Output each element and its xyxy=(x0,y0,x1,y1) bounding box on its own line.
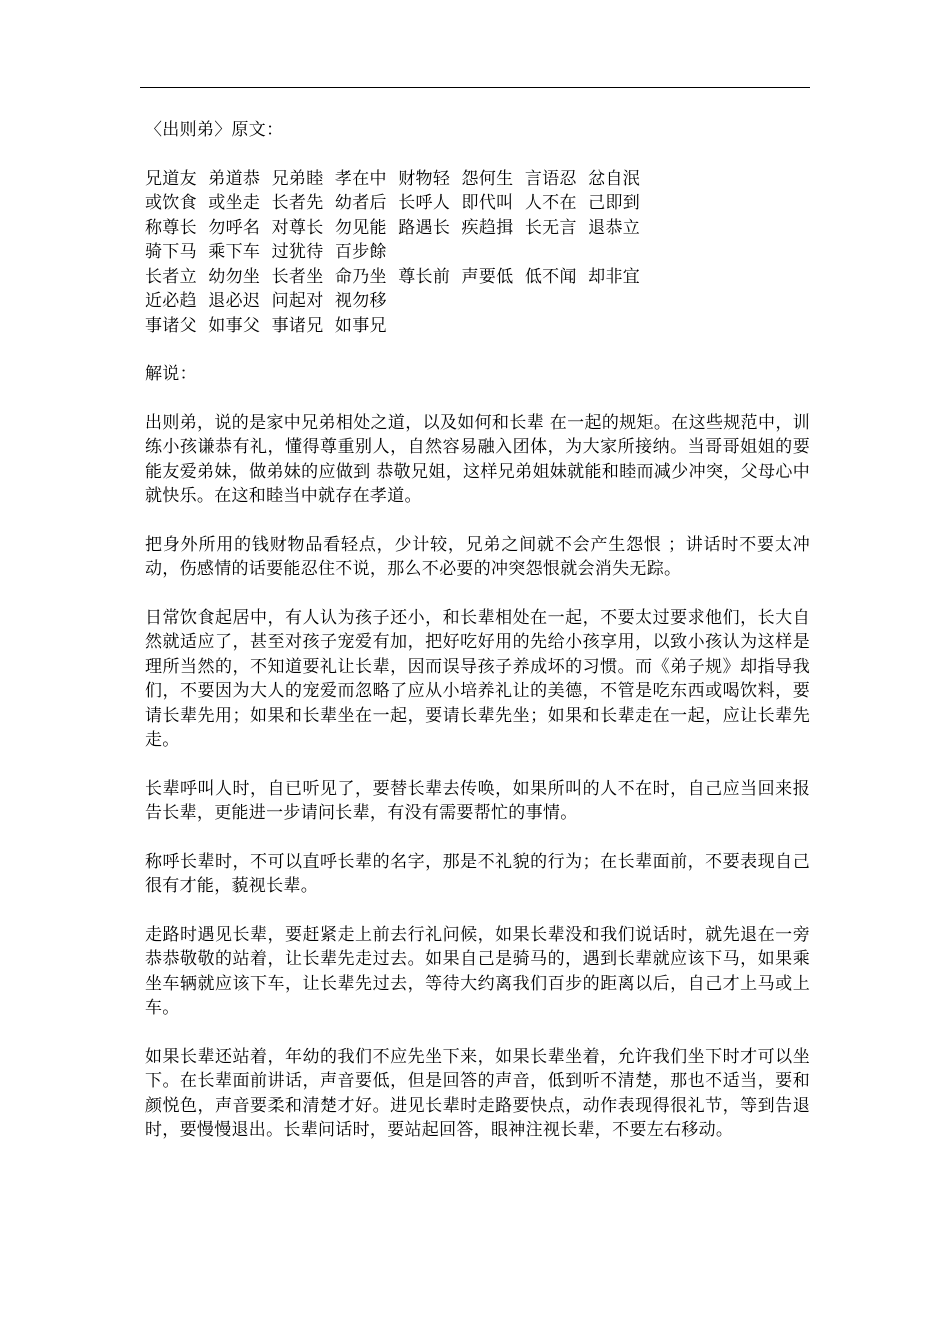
document-body xyxy=(145,118,810,1167)
original-text-heading: 〈出则弟〉原文： xyxy=(145,120,284,140)
verse-line: 事诸父 如事父 事诸兄 如事兄 xyxy=(145,315,387,336)
verse-line: 兄道友 弟道恭 兄弟睦 孝在中 财物轻 怨何生 言语忍 忿自泯 xyxy=(145,168,641,189)
explanation-paragraph: 出则弟，说的是家中兄弟相处之道，以及如何和长辈 在一起的规矩。在这些规范中，训练小孩谦恭有礼，懂得尊重别人，自然容易融入团体，为大家所接纳。当哥哥姐姐的要能友爱弟妹，做弟妹的应做到 恭敬兄姐，这样兄弟姐妹就能和睦而减少冲突，父母心中就快乐。在这和睦当中就存在孝道。 xyxy=(145,412,810,506)
verse-line: 骑下马 乘下车 过犹待 百步餘 xyxy=(145,242,387,262)
explanation-paragraph: 称呼长辈时，不可以直呼长辈的名字，那是不礼貌的行为；在长辈面前，不要表现自己很有才能，藐视长辈。 xyxy=(145,851,810,896)
verse-line: 称尊长 勿呼名 对尊长 勿见能 路遇长 疾趋揖 长无言 退恭立 xyxy=(145,217,641,238)
explanation-paragraph: 日常饮食起居中，有人认为孩子还小，和长辈相处在一起，不要太过要求他们，长大自然就适应了，甚至对孩子宠爱有加，把好吃好用的先给小孩享用，以致小孩认为这样是理所当然的，不知道要礼让长辈，因而误导孩子养成坏的习惯。而《弟子规》却指导我们，不要因为大人的宠爱而忽略了应从小培养礼让的美德，不管是吃东西或喝饮料，要请长辈先用；如果和长辈坐在一起，要请长辈先坐；如果和长辈走在一起，应让长辈先走。 xyxy=(145,607,810,750)
header-rule xyxy=(140,87,810,88)
explanation-paragraph: 走路时遇见长辈，要赶紧走上前去行礼问候，如果长辈没和我们说话时，就先退在一旁恭恭敬敬的站着，让长辈先走过去。如果自己是骑马的，遇到长辈就应该下马，如果乘坐车辆就应该下车，让长辈先过去，等待大约离我们百步的距离以后，自己才上马或上车。 xyxy=(145,924,810,1018)
verse-line: 长者立 幼勿坐 长者坐 命乃坐 尊长前 声要低 低不闻 却非宜 xyxy=(145,266,641,287)
explanation-heading: 解说： xyxy=(145,364,197,384)
explanation-paragraph: 把身外所用的钱财物品看轻点，少计较，兄弟之间就不会产生怨恨 ；讲话时不要太冲动，伤感情的话要能忍住不说，那么不必要的冲突怨恨就会消失无踪。 xyxy=(145,534,810,579)
explanation-paragraph: 如果长辈还站着，年幼的我们不应先坐下来，如果长辈坐着，允许我们坐下时才可以坐下。在长辈面前讲话，声音要低，但是回答的声音，低到听不清楚，那也不适当，要和颜悦色，声音要柔和清楚才好。进见长辈时走路要快点，动作表现得很礼节，等到告退时，要慢慢退出。长辈问话时，要站起回答，眼神注视长辈，不要左右移动。 xyxy=(145,1046,810,1140)
verse-line: 近必趋 退必迟 问起对 视勿移 xyxy=(145,291,387,311)
verse-block xyxy=(145,167,810,339)
explanation-paragraph: 长辈呼叫人时，自已听见了，要替长辈去传唤，如果所叫的人不在时，自己应当回来报告长辈，更能进一步请问长辈，有没有需要帮忙的事情。 xyxy=(145,778,810,823)
verse-line: 或饮食 或坐走 长者先 幼者后 长呼人 即代叫 人不在 己即到 xyxy=(145,193,641,213)
